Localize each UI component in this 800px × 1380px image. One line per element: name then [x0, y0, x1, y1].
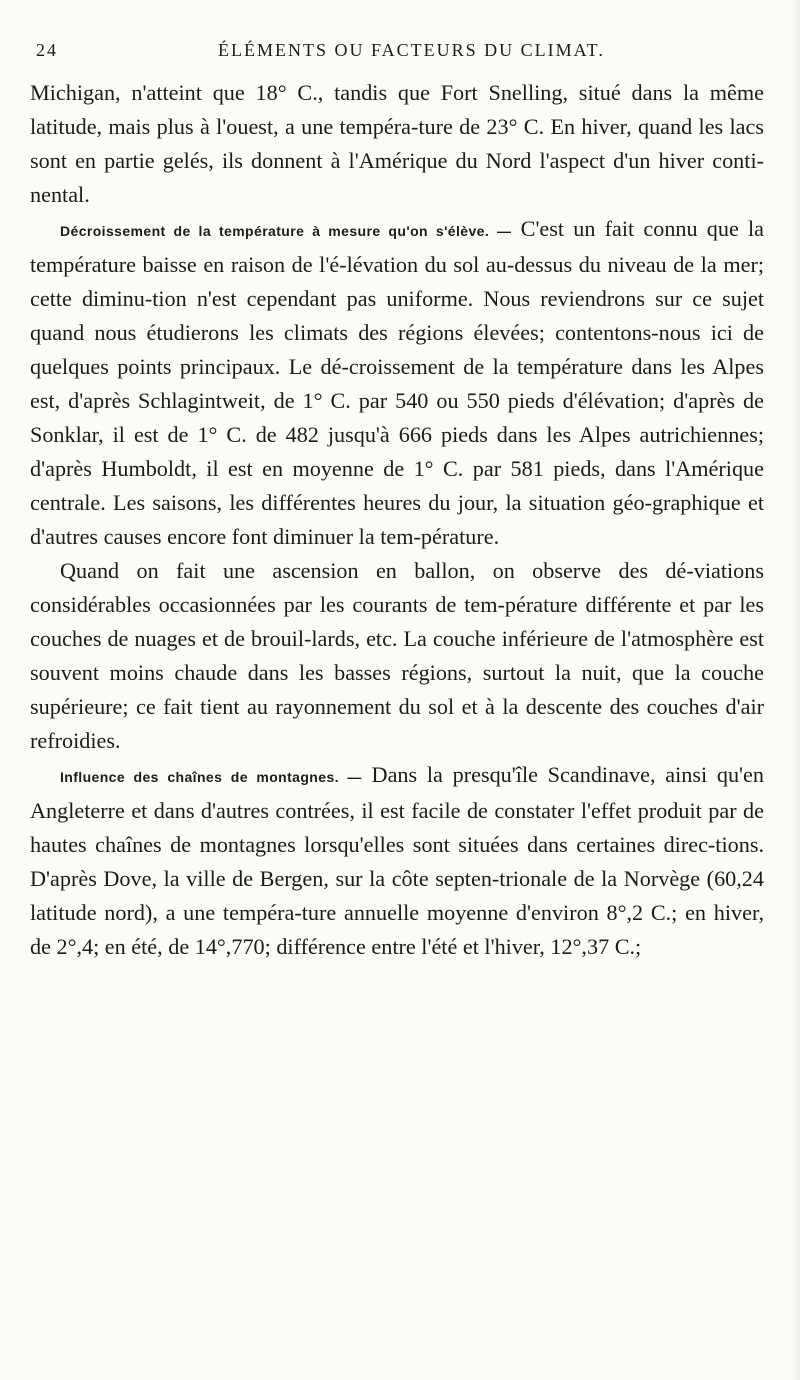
paragraph-mountain-influence	[30, 758, 764, 964]
section-heading-temperature-decrease: Décroissement de la température à mesure qu'on s'élève. —	[60, 223, 512, 239]
running-head	[30, 40, 764, 76]
page-edge-shadow	[790, 0, 800, 1380]
paragraph-text: Quand on fait une ascension en ballon, on observe des dé-viations considérables occasionnées par les courants de tem-pérature différente et par les couches de nuages et de brouil-lards, etc. La couche inférieure de l'atmosphère est souvent moins chaude dans les basses régions, surtout la nuit, que la couche supérieure; ce fait tient au rayonnement du sol et à la descente des couches d'air refroidies.	[30, 558, 764, 753]
paragraph-text: C'est un fait connu que la température baisse en raison de l'é-lévation du sol au-dessus du niveau de la mer; cette diminu-tion n'est cependant pas uniforme. Nous reviendrons sur ce sujet quand nous étudierons les climats des régions élevées; contentons-nous ici de quelques points principaux. Le dé-croissement de la température dans les Alpes est, d'après Schlagintweit, de 1° C. par 540 ou 550 pieds d'élévation; d'après de Sonklar, il est de 1° C. de 482 jusqu'à 666 pieds dans les Alpes autrichiennes; d'après Humboldt, il est en moyenne de 1° C. par 581 pieds, dans l'Amérique centrale. Les saisons, les différentes heures du jour, la situation géo-graphique et d'autres causes encore font diminuer la tem-pérature.	[30, 216, 765, 549]
running-title: ÉLÉMENTS OU FACTEURS DU CLIMAT.	[218, 40, 605, 60]
paragraph-temperature-decrease	[30, 212, 764, 554]
paragraph-text: Dans la presqu'île Scandinave, ainsi qu'en Angleterre et dans d'autres contrées, il est facile de constater l'effet produit par de hautes chaînes de montagnes lorsqu'elles sont situées dans certaines direc-tions. D'après Dove, la ville de Bergen, sur la côte septen-trionale de la Norvège (60,24 latitude nord), a une tempéra-ture annuelle moyenne d'environ 8°,2 C.; en hiver, de 2°,4; en été, de 14°,770; différence entre l'été et l'hiver, 12°,37 C.;	[30, 762, 764, 959]
section-heading-mountain-influence: Influence des chaînes de montagnes. —	[60, 769, 362, 785]
paragraph-michigan	[30, 76, 764, 212]
body-text	[30, 76, 764, 964]
page-number: 24	[36, 40, 58, 60]
paragraph-balloon	[30, 554, 764, 758]
paragraph-text: Michigan, n'atteint que 18° C., tandis que Fort Snelling, situé dans la même latitude, mais plus à l'ouest, a une tempéra-ture de 23° C. En hiver, quand les lacs sont en partie gelés, ils donnent à l'Amérique du Nord l'aspect d'un hiver conti-nental.	[30, 80, 764, 207]
